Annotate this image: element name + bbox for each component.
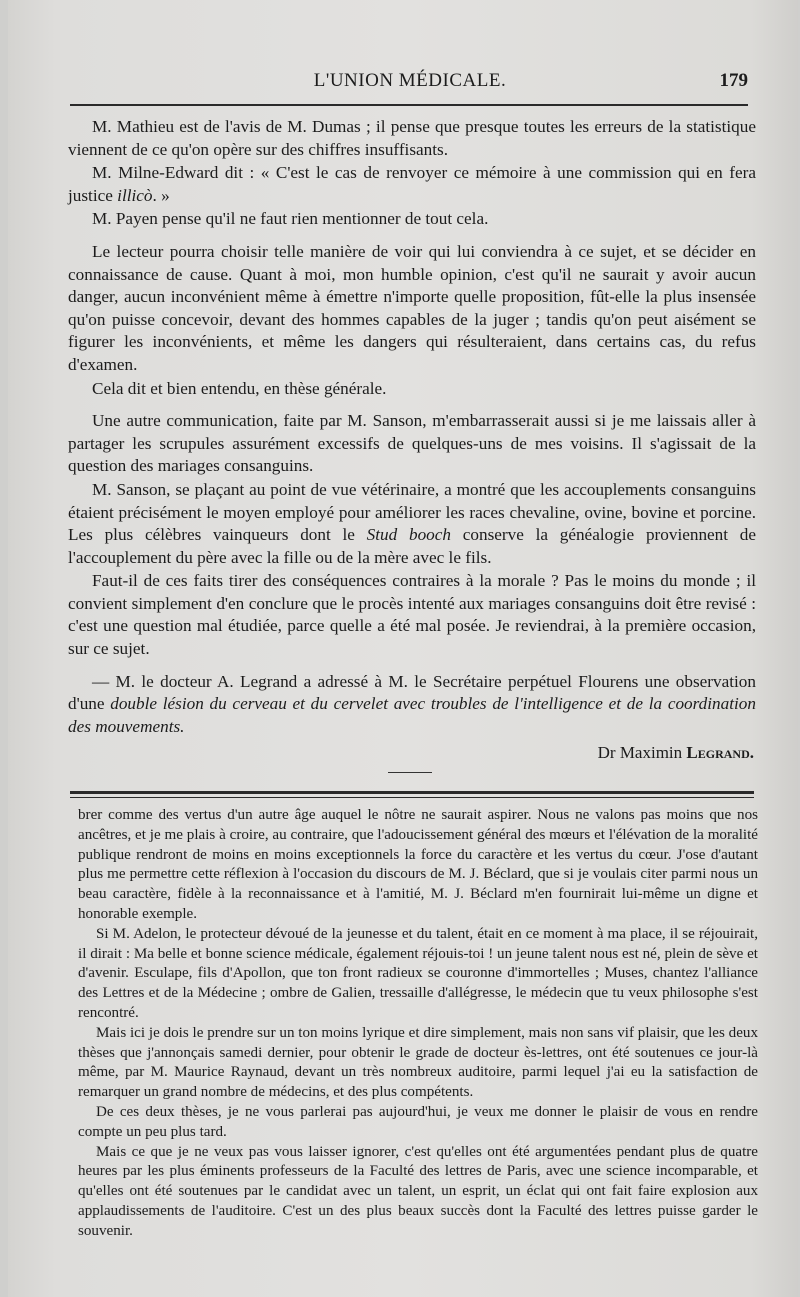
signature-prefix: Dr Maximin (597, 743, 687, 763)
paragraph: M. Payen pense qu'il ne faut rien mentionner de tout cela. (92, 209, 489, 229)
text-run: — M. le docteur A. Legrand a adressé à M. le Secrétaire perpétuel Flourens une observation d'une (68, 671, 756, 714)
paragraph: Mais ce que je ne veux pas vous laisser ignorer, c'est qu'elles ont été argumentées pendant plus de quatre heures par les plus éminents professeurs de la Faculté des lettres de Paris, avec une science incomparable, et qu'elles ont été soutenues par le candidat avec un talent, un esprit, un éclat qui ont fait faire explosion aux applaudissements de l'auditoire. C'est un des plus beaux succès dont la Faculté des lettres puisse garder le souvenir. (78, 1143, 758, 1239)
section-end-rule (388, 772, 432, 773)
text-run: M. Sanson, se plaçant au point de vue vétérinaire, a montré que les accouplements consanguins étaient précisément le moyen employé pour améliorer les races chevaline, ovine, bovine et porcine. Les plus célèbres vainqueurs dont le (68, 479, 756, 545)
paragraph: M. Mathieu est de l'avis de M. Dumas ; il pense que presque toutes les erreurs de la statistique viennent de ce qu'on opère sur des chiffres insuffisants. (68, 117, 756, 159)
running-title: L'UNION MÉDICALE. (313, 70, 507, 91)
text-run: . » (152, 185, 170, 205)
feuilleton-rule-thin (70, 797, 754, 798)
page-header (70, 62, 750, 102)
text-run: conserve la généalogie proviennent de l'accouplement du père avec la fille ou de la mère avec le fils. (68, 525, 757, 567)
paragraph: De ces deux thèses, je ne vous parlerai pas aujourd'hui, je veux me donner le plaisir de vous en rendre compte un peu plus tard. (78, 1103, 758, 1140)
paragraph: Si M. Adelon, le protecteur dévoué de la jeunesse et du talent, était en ce moment à ma place, il se réjouirait, il dirait : Ma belle et bonne science médicale, également réjouis-toi ! un jeune talent nous est né, plein de sève et d'avenir. Esculape, fils d'Apollon, que ton front radieux se couronne d'immortelles ; Muses, chantez l'alliance des Lettres et de la Médecine ; ombre de Galien, tressaille d'allégresse, le médecin que tu veux philosophe s'est rencontré. (78, 925, 758, 1021)
paragraph: brer comme des vertus d'un autre âge auquel le nôtre ne saurait aspirer. Nous ne valons pas moins que nos ancêtres, et je me plais à croire, au contraire, que l'adoucissement général des mœurs et l'élévation de la moralité publique rendront de moins en moins exceptionnels la force du caractère et les vertus du cœur. J'ose d'autant plus me permettre cette réflexion à l'occasion du discours de M. J. Béclard, que si je voulais citer parmi nous un beau caractère, fidèle à la reconnaissance et à l'amitié, M. J. Béclard m'en fournirait lui-même un digne et honorable exemple. (78, 807, 758, 922)
page-number: 179 (719, 70, 748, 91)
signature (68, 742, 756, 765)
paragraph: Cela dit et bien entendu, en thèse générale. (92, 378, 387, 398)
italic-text: Stud booch (366, 525, 451, 545)
paragraph: Faut-il de ces faits tirer des conséquences contraires à la morale ? Pas le moins du monde ; il convient simplement d'en conclure que le procès intenté aux mariages consanguins doit être revisé : c'est une question mal étudiée, parce quelle a été mal posée. Je reviendrai, à la première occasion, sur ce sujet. (68, 571, 756, 659)
paragraph: Une autre communication, faite par M. Sanson, m'embarrasserait aussi si je me laissais aller à partager les scrupules assurément excessifs de quelques-uns de mes voisins. Il s'agissait de la question des mariages consanguins. (68, 411, 756, 476)
header-rule (70, 104, 748, 106)
feuilleton-body (78, 806, 758, 1242)
signature-name: Legrand. (686, 743, 754, 763)
paragraph (68, 162, 756, 207)
italic-text: illicò (117, 185, 153, 205)
paragraph (68, 671, 756, 739)
document-page (8, 0, 798, 1297)
feuilleton-rule-thick (70, 791, 754, 794)
paragraph: Mais ici je dois le prendre sur un ton moins lyrique et dire simplement, mais non sans vif plaisir, que les deux thèses que j'annonçais samedi dernier, pour obtenir le grade de docteur ès-lettres, ont été soutenues ce jour-là même, par M. Maurice Raynaud, devant un très nombreux auditoire, parmi lequel j'ai eu la satisfaction de remarquer un grand nombre de médecins, et des plus compétents. (78, 1024, 758, 1101)
paragraph (68, 479, 756, 569)
paragraph: Le lecteur pourra choisir telle manière de voir qui lui conviendra à ce sujet, et se décider en connaissance de cause. Quant à moi, mon humble opinion, c'est qu'il ne saurait y avoir aucun danger, aucun inconvénient même à émettre n'importe quelle proposition, fût-elle la plus insensée qu'on puisse concevoir, devant des hommes capables de la juger ; tandis qu'on peut aisément se figurer les inconvénients, et même les dangers qui résulteraient, dans certains cas, du refus d'examen. (68, 241, 756, 374)
text-run: M. Milne-Edward dit : « C'est le cas de renvoyer ce mémoire à une commission qui en fera justice (68, 163, 756, 205)
italic-text: double lésion du cerveau et du cervelet avec troubles de l'intelligence et de la coordination des mouvements. (68, 694, 756, 736)
article-body (68, 116, 756, 765)
